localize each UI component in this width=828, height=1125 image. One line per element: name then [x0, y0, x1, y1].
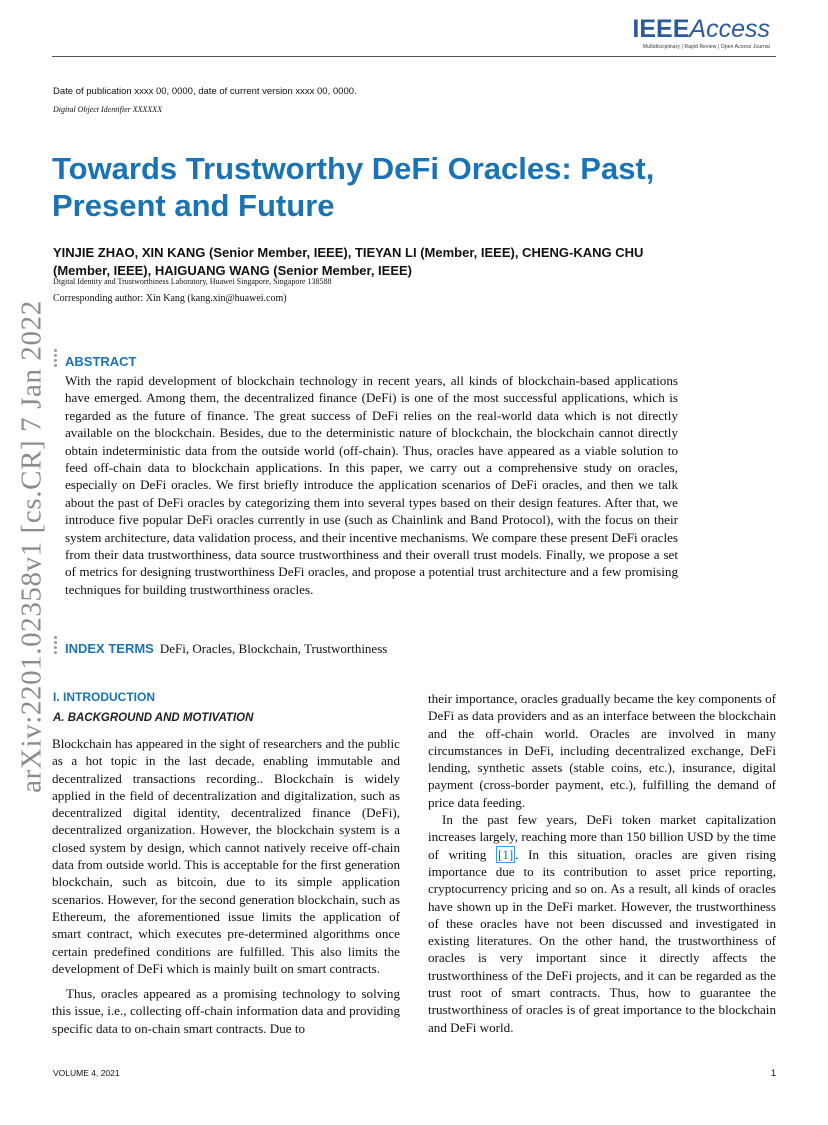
right-column: [428, 690, 776, 1036]
paragraph: [428, 811, 776, 1036]
header-divider: [52, 56, 776, 57]
section-heading: I. INTRODUCTION: [53, 690, 155, 704]
citation-link[interactable]: [1]: [497, 846, 514, 862]
footer-volume: VOLUME 4, 2021: [53, 1068, 120, 1078]
paragraph: Thus, oracles appeared as a promising technology to solving this issue, i.e., collecting off-chain information data and providing specific data to on-chain smart contracts. Due to: [52, 986, 400, 1036]
abstract-text: With the rapid development of blockchain technology in recent years, all kinds of blockchain-based applications have emerged. Among them, the decentralized finance (DeFi) is one of the most successful applications, which is regarded as the future of finance. The great success of DeFi relies on the real-world data which is not directly available on the blockchain. Besides, due to the deterministic nature of blockchain, the blockchain cannot directly obtain indeterministic data from the outside world (off-chain). Thus, oracles have appeared as a viable solution to feed off-chain data to blockchain applications. In this paper, we carry out a comprehensive study on oracles, especially on DeFi oracles. We first briefly introduce the application scenarios of DeFi oracles, and then we talk about the past of DeFi oracles by categorizing them into several types based on their design features. After that, we introduce five popular DeFi oracles currently in use (such as Chainlink and Band Protocol), with the focus on their system architecture, data validation process, and their incentive mechanisms. We compare these present DeFi oracles from their data trustworthiness, data source trustworthiness and their overall trust models. Finally, we propose a set of metrics for designing trustworthiness DeFi oracles, and propose a potential trust architecture and a few promising techniques for building trustworthiness oracles.: [65, 373, 678, 597]
index-terms-marker: [54, 636, 58, 656]
paragraph: their importance, oracles gradually became the key components of DeFi as data providers and as an interface between the blockchain and the off-chain world. Oracles are involved in many circumstances in DeFi, including decentralized exchange, DeFi lending, synthetic assets (stable coins, etc.), insurance, digital payment (cross-border payment, etc.), fulfilling the demand of price data feeding.: [428, 691, 776, 810]
subsection-heading: A. BACKGROUND AND MOTIVATION: [53, 712, 254, 724]
index-terms-text: DeFi, Oracles, Blockchain, Trustworthiness: [159, 641, 388, 656]
index-terms-heading: INDEX TERMS: [65, 641, 154, 656]
logo-ieee-text: IEEE: [632, 15, 690, 43]
logo-access-text: Access: [689, 15, 770, 43]
doi-line: Digital Object Identifier XXXXXX: [53, 105, 163, 114]
publication-date: Date of publication xxxx 00, 0000, date of current version xxxx 00, 0000.: [53, 86, 357, 97]
logo-tagline: Multidisciplinary | Rapid Review | Open Access Journal: [643, 44, 770, 50]
abstract-heading: ABSTRACT: [65, 354, 137, 369]
author-list: YINJIE ZHAO, XIN KANG (Senior Member, IEEE), TIEYAN LI (Member, IEEE), CHENG-KANG CHU (Member, IEEE), HAIGUANG WANG (Senior Member, IEEE): [53, 245, 644, 278]
index-terms: [65, 640, 387, 658]
left-column: [52, 735, 400, 1037]
journal-logo: [632, 16, 770, 50]
paragraph-text: In the past few years, DeFi token market capitalization increases largely, reaching more than 150 billion USD by the time of writing: [428, 812, 776, 862]
paper-title: Towards Trustworthy DeFi Oracles: Past, Present and Future: [52, 151, 655, 223]
arxiv-stamp: arXiv:2201.02358v1 [cs.CR] 7 Jan 2022: [15, 300, 48, 793]
page-number: 1: [770, 1068, 776, 1078]
affiliation: Digital Identity and Trustworthiness Laboratory, Huawei Singapore, Singapore 138588: [53, 277, 332, 286]
paragraph: Blockchain has appeared in the sight of researchers and the public as a hot topic in the last decade, enabling immutable and decentralized transactions recording.. Blockchain is widely applied in the field of decentralization and digitalization, such as decentralized digital identity, decentralized finance (DeFi), decentralized organization. However, the blockchain system is a closed system by design, which cannot natively receive off-chain data from outside world. This is acceptable for the first generation blockchain, such as bitcoin, due to its simple application scenarios. However, for the second generation blockchain, such as Ethereum, the aforementioned issue limits the application of smart contract, which executes pre-determined algorithms once certain predefined conditions are fulfilled. This also limits the development of DeFi which is mainly built on smart contracts.: [52, 736, 400, 976]
abstract-marker: [54, 349, 58, 369]
corresponding-author: Corresponding author: Xin Kang (kang.xin@huawei.com): [53, 293, 287, 304]
paragraph-text: . In this situation, oracles are given rising importance due to its contribution to asset price reporting, cryptocurrency pricing and so on. As a result, all kinds of oracles have shown up in the DeFi market. However, the trustworthiness of these oracles have not been discussed and investigated in existing literatures. On the other hand, the trustworthiness of oracles is very important since it directly affects the trustworthiness of the DeFi projects, and it can be regarded as the trust root of smart contracts. Thus, how to guarantee the trustworthiness of oracles is of great importance to the blockchain and DeFi world.: [428, 846, 776, 1035]
